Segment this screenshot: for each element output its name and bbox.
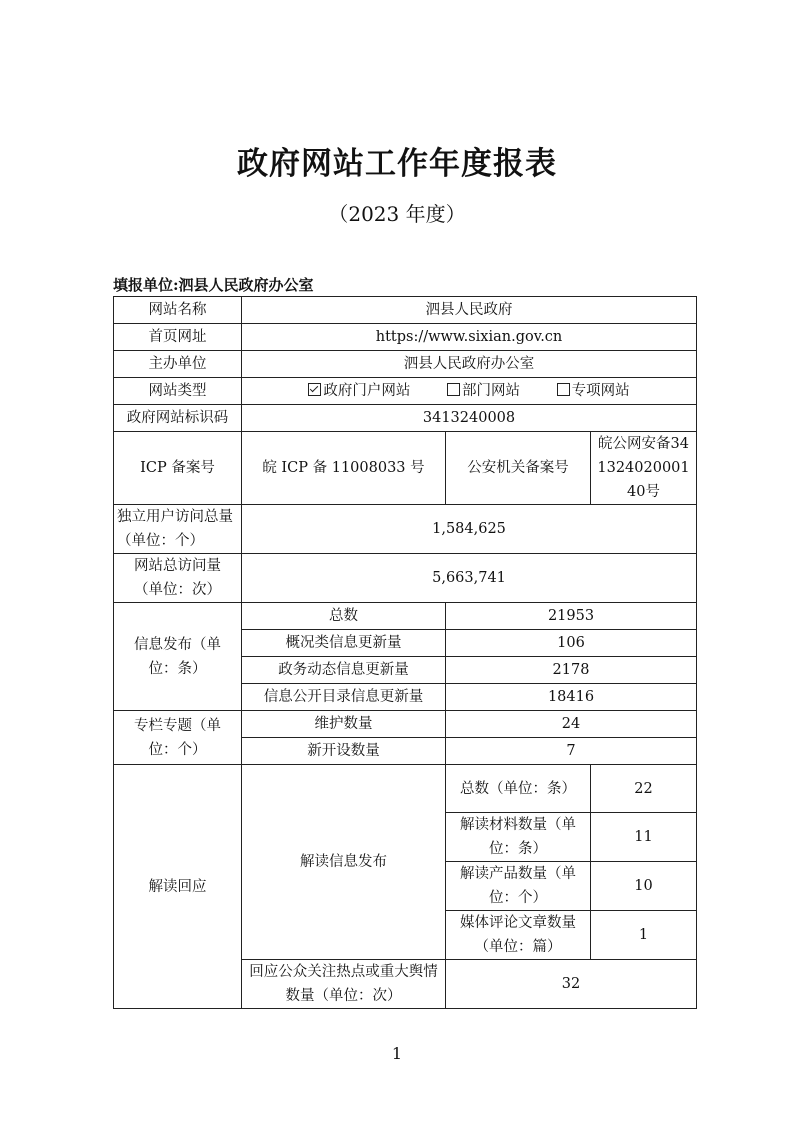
label-interpret-item: 解读产品数量（单位：个） <box>446 862 591 911</box>
row-columns-maintained <box>114 711 697 738</box>
row-interpret-total <box>114 765 697 813</box>
value-icp: 皖 ICP 备 11008033 号 <box>242 432 446 505</box>
row-unique-visitors <box>114 505 697 554</box>
label-site-id: 政府网站标识码 <box>114 405 242 432</box>
site-type-option-label: 政府门户网站 <box>323 383 411 399</box>
site-type-option-special[interactable] <box>557 379 630 403</box>
value-info-item: 21953 <box>446 603 697 630</box>
label-info-item: 信息公开目录信息更新量 <box>242 684 446 711</box>
row-site-id <box>114 405 697 432</box>
site-type-option-label: 专项网站 <box>571 383 630 399</box>
label-columns-item: 新开设数量 <box>242 738 446 765</box>
row-site-name <box>114 297 697 324</box>
value-interpret-item: 22 <box>591 765 697 813</box>
label-interpret-publish: 解读信息发布 <box>242 765 446 960</box>
label-info-item: 政务动态信息更新量 <box>242 657 446 684</box>
value-unique-visitors: 1,584,625 <box>242 505 697 554</box>
value-site-name: 泗县人民政府 <box>242 297 697 324</box>
value-interpret-response: 32 <box>446 960 697 1009</box>
value-info-item: 106 <box>446 630 697 657</box>
value-host-unit: 泗县人民政府办公室 <box>242 351 697 378</box>
label-icp: ICP 备案号 <box>114 432 242 505</box>
value-interpret-item: 11 <box>591 813 697 862</box>
label-homepage-url: 首页网址 <box>114 324 242 351</box>
site-type-option-portal[interactable] <box>308 379 410 403</box>
reporting-unit: 填报单位:泗县人民政府办公室 <box>113 276 314 294</box>
report-table <box>113 296 697 1009</box>
label-info-item: 概况类信息更新量 <box>242 630 446 657</box>
page-number: 1 <box>391 1044 403 1063</box>
page-title: 政府网站工作年度报表 <box>237 146 557 182</box>
label-interpret-item: 总数（单位：条） <box>446 765 591 813</box>
value-columns-item: 7 <box>446 738 697 765</box>
value-site-id: 3413240008 <box>242 405 697 432</box>
label-site-name: 网站名称 <box>114 297 242 324</box>
row-host-unit <box>114 351 697 378</box>
checkbox-checked-icon[interactable] <box>308 383 321 396</box>
value-homepage-url: https://www.sixian.gov.cn <box>242 324 697 351</box>
label-interpret: 解读回应 <box>114 765 242 1009</box>
value-interpret-item: 1 <box>591 911 697 960</box>
label-host-unit: 主办单位 <box>114 351 242 378</box>
label-interpret-item: 媒体评论文章数量（单位：篇） <box>446 911 591 960</box>
label-site-type: 网站类型 <box>114 378 242 405</box>
value-interpret-item: 10 <box>591 862 697 911</box>
value-info-item: 18416 <box>446 684 697 711</box>
label-interpret-item: 解读材料数量（单位：条） <box>446 813 591 862</box>
label-police-record: 公安机关备案号 <box>446 432 591 505</box>
value-total-visits: 5,663,741 <box>242 554 697 603</box>
row-info-total <box>114 603 697 630</box>
checkbox-icon[interactable] <box>557 383 570 396</box>
row-homepage-url <box>114 324 697 351</box>
report-year: （2023 年度） <box>328 202 466 226</box>
label-info-publish: 信息发布（单位：条） <box>114 603 242 711</box>
value-columns-item: 24 <box>446 711 697 738</box>
row-site-type <box>114 378 697 405</box>
label-columns: 专栏专题（单位：个） <box>114 711 242 765</box>
value-police-record: 皖公网安备34132402000140号 <box>591 432 697 505</box>
label-interpret-response: 回应公众关注热点或重大舆情数量（单位：次） <box>242 960 446 1009</box>
label-columns-item: 维护数量 <box>242 711 446 738</box>
row-total-visits <box>114 554 697 603</box>
label-info-item: 总数 <box>242 603 446 630</box>
site-type-option-department[interactable] <box>447 379 520 403</box>
site-type-options <box>242 378 697 405</box>
label-total-visits: 网站总访问量（单位：次） <box>114 554 242 603</box>
value-info-item: 2178 <box>446 657 697 684</box>
checkbox-icon[interactable] <box>447 383 460 396</box>
site-type-option-label: 部门网站 <box>462 383 520 399</box>
label-unique-visitors: 独立用户访问总量（单位：个） <box>114 505 242 554</box>
row-icp <box>114 432 697 505</box>
